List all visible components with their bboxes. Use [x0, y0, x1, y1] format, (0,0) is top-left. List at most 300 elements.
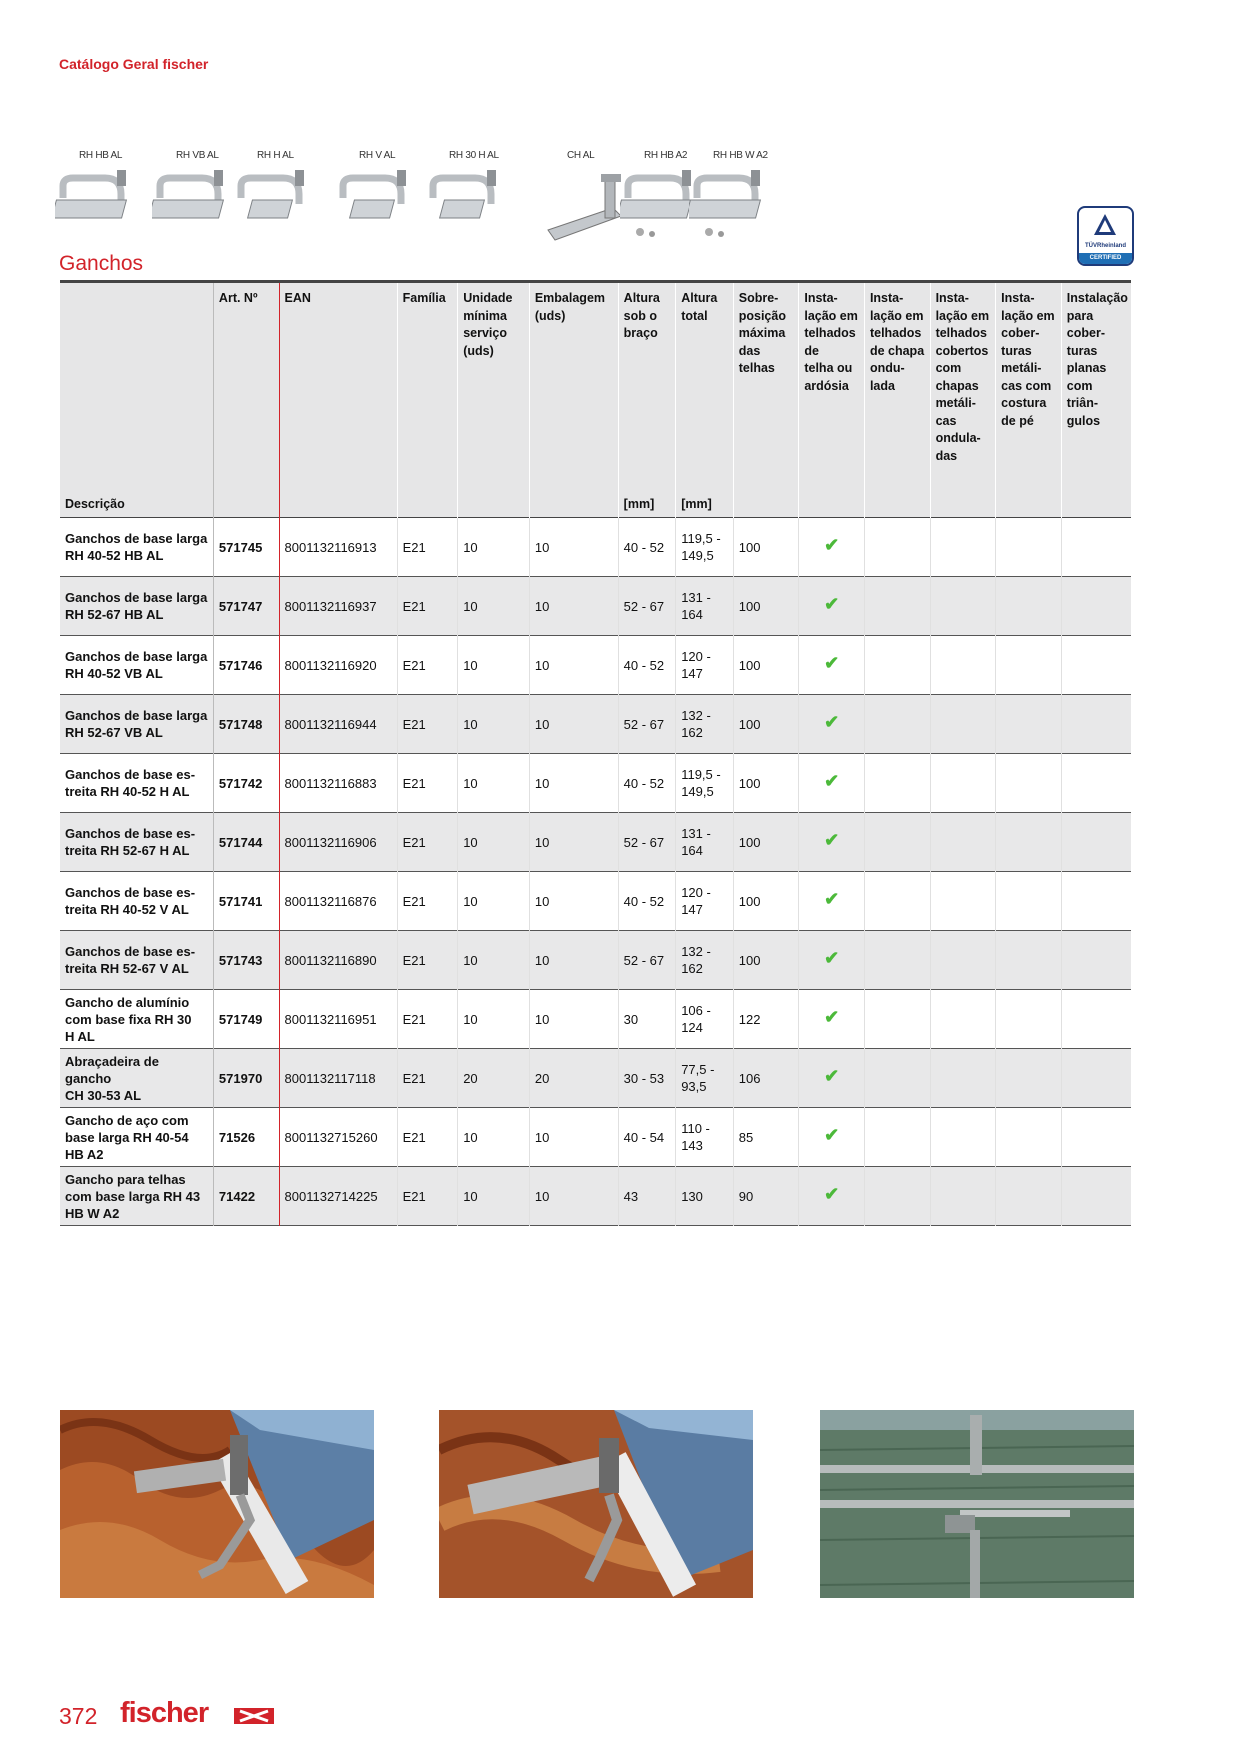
cell-ean: 8001132116920	[279, 636, 397, 695]
table-row	[60, 931, 1131, 990]
column-header-line: sob o	[623, 308, 658, 323]
table-row	[60, 1049, 1131, 1108]
column-header-inst1	[799, 282, 865, 487]
cell-fam: E21	[397, 931, 458, 990]
cell-inst2	[864, 518, 930, 577]
cell-inst5	[1061, 1108, 1131, 1167]
product-table	[60, 280, 1131, 1226]
cell-arm: 40 - 52	[618, 872, 676, 931]
cell-unit_min: 10	[458, 695, 530, 754]
cell-total	[676, 695, 734, 754]
table-row	[60, 695, 1131, 754]
column-header-line: de	[804, 343, 819, 358]
cell-desc	[60, 518, 213, 577]
cell-inst4	[996, 990, 1062, 1049]
cell-inst2	[864, 1108, 930, 1167]
cell-unit_min: 10	[458, 577, 530, 636]
description-line: Ganchos de base larga	[65, 708, 208, 723]
description-line: RH 40-52 VB AL	[65, 666, 163, 681]
product-code: CH AL	[567, 150, 595, 161]
description-line: RH 52-67 HB AL	[65, 607, 164, 622]
cell-inst2	[864, 577, 930, 636]
cell-desc	[60, 872, 213, 931]
cell-fam: E21	[397, 577, 458, 636]
column-header-inst3	[930, 282, 996, 487]
column-header-line: lação em	[935, 308, 990, 323]
cell-inst3	[930, 872, 996, 931]
total-height-line: 131 -	[681, 826, 711, 841]
check-icon: ✔	[824, 1006, 840, 1027]
cell-inst2	[864, 813, 930, 872]
cell-pack: 10	[529, 990, 618, 1049]
cell-ean: 8001132116906	[279, 813, 397, 872]
cell-arm: 30	[618, 990, 676, 1049]
cell-inst2	[864, 1167, 930, 1226]
cell-inst2	[864, 872, 930, 931]
cell-art: 571741	[213, 872, 279, 931]
cell-arm: 40 - 52	[618, 518, 676, 577]
total-height-line: 147	[681, 666, 703, 681]
wide-base-hook-icon	[55, 168, 151, 248]
cell-arm: 52 - 67	[618, 695, 676, 754]
cell-art: 571747	[213, 577, 279, 636]
fixed-base-hook-icon	[425, 168, 521, 248]
cell-inst1	[799, 1049, 865, 1108]
tuv-brand: TÜVRheinland	[1084, 243, 1126, 249]
cell-inst3	[930, 813, 996, 872]
description-line: Ganchos de base es-	[65, 944, 196, 959]
cell-total	[676, 577, 734, 636]
cell-inst1	[799, 754, 865, 813]
product-code: RH H AL	[257, 150, 294, 161]
cell-arm: 52 - 67	[618, 577, 676, 636]
cell-ean: 8001132117118	[279, 1049, 397, 1108]
cell-inst5	[1061, 990, 1131, 1049]
total-height-line: 164	[681, 607, 703, 622]
column-header-line: turas	[1001, 343, 1032, 358]
cell-inst3	[930, 754, 996, 813]
column-header-fam	[397, 282, 458, 487]
column-header-line: ardósia	[804, 378, 849, 393]
page-number: 372	[59, 1703, 98, 1729]
column-unit-inst3	[930, 486, 996, 518]
column-unit-arm: [mm]	[618, 486, 676, 518]
cell-inst1	[799, 990, 865, 1049]
photo-hooks-on-green-roof	[820, 1410, 1134, 1598]
check-icon: ✔	[824, 1065, 840, 1086]
cell-unit_min: 10	[458, 990, 530, 1049]
cell-inst2	[864, 754, 930, 813]
cell-overlap: 85	[733, 1108, 799, 1167]
cell-arm: 30 - 53	[618, 1049, 676, 1108]
cell-art: 571744	[213, 813, 279, 872]
column-header-line: telha ou	[804, 361, 853, 375]
column-header-line: cober-	[1066, 326, 1105, 340]
column-header-line: cas com	[1001, 378, 1052, 393]
column-unit-desc: Descrição	[60, 486, 213, 518]
cell-inst2	[864, 1049, 930, 1108]
column-header-line: ondula-	[935, 431, 981, 445]
installation-photos	[60, 1410, 1135, 1598]
column-header-line: metáli-	[1001, 361, 1042, 375]
description-line: Gancho de aço com	[65, 1112, 189, 1128]
column-header-line: Altura	[623, 291, 660, 305]
cell-inst5	[1061, 518, 1131, 577]
cell-overlap: 100	[733, 931, 799, 990]
cell-inst5	[1061, 754, 1131, 813]
cell-desc	[60, 577, 213, 636]
column-header-line: chapas	[935, 378, 979, 393]
check-icon: ✔	[824, 770, 840, 791]
cell-inst5	[1061, 636, 1131, 695]
cell-ean: 8001132116951	[279, 990, 397, 1049]
total-height-line: 147	[681, 902, 703, 917]
column-header-line: gulos	[1066, 413, 1101, 428]
cell-ean: 8001132715260	[279, 1108, 397, 1167]
column-header-line: das	[935, 448, 958, 463]
cell-inst4	[996, 1108, 1062, 1167]
cell-inst4	[996, 518, 1062, 577]
column-header-art	[213, 282, 279, 487]
column-header-line: com	[935, 361, 962, 375]
column-header-line: lação em	[804, 308, 858, 323]
column-header-line: Família	[402, 291, 446, 305]
cell-fam: E21	[397, 695, 458, 754]
description-line: Ganchos de base es-	[65, 767, 196, 782]
cell-inst5	[1061, 1049, 1131, 1108]
column-unit-fam	[397, 486, 458, 518]
tuv-triangle-icon	[1093, 213, 1117, 239]
cell-art: 571743	[213, 931, 279, 990]
description-line: HB A2	[65, 1146, 104, 1162]
column-header-line: (uds)	[463, 343, 494, 358]
column-header-line: planas	[1066, 361, 1107, 375]
check-icon: ✔	[824, 1183, 840, 1204]
total-height-line: 119,5 -	[681, 531, 721, 546]
total-height-line: 110 -	[681, 1121, 710, 1136]
cell-inst4	[996, 695, 1062, 754]
description-line: RH 52-67 VB AL	[65, 725, 163, 740]
product-code: RH HB AL	[79, 150, 123, 161]
cell-arm: 40 - 52	[618, 754, 676, 813]
column-header-line: metáli-	[935, 396, 976, 410]
cell-unit_min: 10	[458, 931, 530, 990]
cell-arm: 52 - 67	[618, 931, 676, 990]
column-header-line: das	[738, 343, 761, 358]
fischer-logo: fischer	[120, 1697, 209, 1729]
description-line: Ganchos de base es-	[65, 885, 196, 900]
cell-ean: 8001132116883	[279, 754, 397, 813]
total-height-line: 77,5 -	[681, 1062, 715, 1077]
check-icon: ✔	[824, 711, 840, 732]
cell-inst4	[996, 1049, 1062, 1108]
cell-fam: E21	[397, 990, 458, 1049]
cell-unit_min: 10	[458, 518, 530, 577]
cell-inst2	[864, 990, 930, 1049]
column-header-line: turas	[1066, 343, 1098, 358]
fischer-brand-mark-icon	[234, 1708, 274, 1724]
column-header-line: Instalação	[1066, 291, 1128, 305]
product-code: RH V AL	[359, 150, 396, 161]
column-header-line: posição	[738, 308, 786, 323]
cell-inst3	[930, 577, 996, 636]
cell-fam: E21	[397, 754, 458, 813]
product-code: RH HB W A2	[713, 150, 768, 161]
description-line: treita RH 40-52 V AL	[65, 902, 189, 917]
cell-total	[676, 813, 734, 872]
cell-inst2	[864, 636, 930, 695]
cell-inst4	[996, 1167, 1062, 1226]
cell-fam: E21	[397, 1167, 458, 1226]
column-header-line: Insta-	[804, 291, 838, 305]
tuv-certification-badge	[1077, 206, 1134, 266]
column-header-line: Insta-	[1001, 291, 1035, 305]
cell-overlap: 106	[733, 1049, 799, 1108]
check-icon: ✔	[824, 829, 840, 850]
total-height-line: 143	[681, 1138, 703, 1153]
cell-unit_min: 10	[458, 813, 530, 872]
table-row	[60, 1108, 1131, 1167]
cell-inst4	[996, 577, 1062, 636]
column-header-line: para	[1066, 308, 1094, 323]
cell-pack: 10	[529, 813, 618, 872]
cell-desc	[60, 636, 213, 695]
cell-inst3	[930, 518, 996, 577]
cell-inst3	[930, 1108, 996, 1167]
total-height-line: 132 -	[681, 944, 711, 959]
description-line: CH 30-53 AL	[65, 1087, 142, 1103]
total-height-line: 149,5	[681, 784, 714, 799]
column-header-total	[676, 282, 734, 487]
total-height-line: 131 -	[681, 590, 711, 605]
description-line: treita RH 52-67 H AL	[65, 843, 190, 858]
description-line: treita RH 40-52 H AL	[65, 784, 190, 799]
cell-overlap: 100	[733, 577, 799, 636]
column-header-pack	[529, 282, 618, 487]
narrow-base-hook-vertical-icon	[335, 168, 431, 248]
column-header-unit_min	[458, 282, 530, 487]
description-line: Ganchos de base larga	[65, 649, 208, 664]
cell-arm: 52 - 67	[618, 813, 676, 872]
column-unit-inst2	[864, 486, 930, 518]
running-title: Catálogo Geral fischer	[59, 56, 209, 72]
check-icon: ✔	[824, 1124, 840, 1145]
cell-inst3	[930, 636, 996, 695]
cell-inst5	[1061, 813, 1131, 872]
total-height-line: 149,5	[681, 548, 714, 563]
cell-inst1	[799, 872, 865, 931]
cell-unit_min: 10	[458, 872, 530, 931]
cell-art: 571748	[213, 695, 279, 754]
column-header-inst4	[996, 282, 1062, 487]
column-header-line: braço	[623, 326, 658, 340]
description-line: com base fixa RH 30	[65, 1011, 192, 1027]
column-header-line: Insta-	[869, 291, 904, 305]
cell-ean: 8001132116944	[279, 695, 397, 754]
column-unit-art	[213, 486, 279, 518]
cell-desc	[60, 990, 213, 1049]
column-header-line: serviço	[463, 326, 507, 340]
description-line: Gancho para telhas	[65, 1171, 186, 1187]
cell-inst2	[864, 931, 930, 990]
table-row	[60, 577, 1131, 636]
cell-inst3	[930, 931, 996, 990]
cell-art: 71422	[213, 1167, 279, 1226]
column-unit-unit_min	[458, 486, 530, 518]
cell-desc	[60, 931, 213, 990]
product-code: RH HB A2	[644, 150, 688, 161]
description-line: Gancho de alumínio	[65, 994, 190, 1010]
cell-pack: 10	[529, 577, 618, 636]
cell-pack: 10	[529, 1167, 618, 1226]
column-header-line: de pé	[1001, 413, 1034, 428]
cell-total	[676, 872, 734, 931]
cell-total	[676, 1167, 734, 1226]
cell-total	[676, 754, 734, 813]
cell-inst1	[799, 1108, 865, 1167]
table-row	[60, 754, 1131, 813]
cell-inst5	[1061, 1167, 1131, 1226]
table-row	[60, 813, 1131, 872]
cell-overlap: 90	[733, 1167, 799, 1226]
cell-fam: E21	[397, 1049, 458, 1108]
cell-ean: 8001132714225	[279, 1167, 397, 1226]
product-strip	[55, 150, 1135, 260]
column-header-line: Insta-	[935, 291, 969, 305]
column-header-overlap	[733, 282, 799, 487]
cell-overlap: 100	[733, 695, 799, 754]
total-height-line: 162	[681, 961, 703, 976]
check-icon: ✔	[824, 652, 840, 673]
column-unit-overlap	[733, 486, 799, 518]
cell-inst4	[996, 754, 1062, 813]
column-header-line: total	[681, 308, 708, 323]
column-header-line: com triân-	[1066, 378, 1099, 410]
column-header-line: EAN	[284, 291, 311, 305]
cell-unit_min: 20	[458, 1049, 530, 1108]
cell-inst5	[1061, 695, 1131, 754]
cell-fam: E21	[397, 813, 458, 872]
cell-inst4	[996, 636, 1062, 695]
cell-arm: 43	[618, 1167, 676, 1226]
product-code: RH 30 H AL	[449, 150, 499, 161]
cell-inst3	[930, 695, 996, 754]
cell-inst2	[864, 695, 930, 754]
column-header-line: costura	[1001, 396, 1047, 410]
check-icon: ✔	[824, 947, 840, 968]
table-row	[60, 636, 1131, 695]
cell-arm: 40 - 52	[618, 636, 676, 695]
cell-inst4	[996, 931, 1062, 990]
cell-inst3	[930, 1167, 996, 1226]
column-unit-pack	[529, 486, 618, 518]
tuv-certified-label: CERTIFIED	[1079, 253, 1132, 264]
description-line: RH 40-52 HB AL	[65, 548, 164, 563]
photo-narrow-hook-on-tiles	[439, 1410, 753, 1598]
cell-desc	[60, 695, 213, 754]
total-height-line: 106 -	[681, 1003, 711, 1018]
column-header-line: Unidade	[463, 291, 513, 305]
column-header-line: mínima	[463, 308, 507, 323]
column-header-line: telhados	[935, 326, 987, 340]
cell-ean: 8001132116937	[279, 577, 397, 636]
cell-unit_min: 10	[458, 636, 530, 695]
cell-inst3	[930, 990, 996, 1049]
narrow-base-hook-icon	[233, 168, 329, 248]
check-icon: ✔	[824, 593, 840, 614]
section-title: Ganchos	[59, 252, 144, 275]
table-row	[60, 990, 1131, 1049]
cell-pack: 10	[529, 1108, 618, 1167]
cell-inst1	[799, 931, 865, 990]
cell-inst1	[799, 518, 865, 577]
description-line: Ganchos de base larga	[65, 531, 208, 546]
column-header-line: de chapa	[869, 343, 925, 358]
cell-overlap: 122	[733, 990, 799, 1049]
cell-desc	[60, 1049, 213, 1108]
table-row	[60, 872, 1131, 931]
table-row	[60, 1167, 1131, 1226]
total-height-line: 130	[681, 1188, 703, 1204]
column-header-line: ondu-	[869, 361, 905, 375]
cell-unit_min: 10	[458, 1108, 530, 1167]
cell-inst4	[996, 872, 1062, 931]
cell-inst5	[1061, 931, 1131, 990]
description-line: H AL	[65, 1028, 95, 1044]
cell-overlap: 100	[733, 636, 799, 695]
cell-desc	[60, 813, 213, 872]
cell-inst1	[799, 1167, 865, 1226]
description-line: base larga RH 40-54	[65, 1129, 189, 1145]
cell-inst5	[1061, 872, 1131, 931]
cell-pack: 10	[529, 695, 618, 754]
description-line: com base larga RH 43	[65, 1188, 201, 1204]
column-header-inst5	[1061, 282, 1131, 487]
cell-inst5	[1061, 577, 1131, 636]
product-code: RH VB AL	[176, 150, 219, 161]
column-header-inst2	[864, 282, 930, 487]
cell-pack: 10	[529, 754, 618, 813]
steel-hook-w-icon	[689, 168, 785, 248]
cell-inst3	[930, 1049, 996, 1108]
total-height-line: 132 -	[681, 708, 711, 723]
cell-desc	[60, 1167, 213, 1226]
cell-fam: E21	[397, 636, 458, 695]
total-height-line: 120 -	[681, 649, 711, 664]
table-row	[60, 518, 1131, 577]
cell-art: 571746	[213, 636, 279, 695]
cell-inst1	[799, 813, 865, 872]
column-header-line: Altura	[681, 291, 718, 305]
cell-overlap: 100	[733, 872, 799, 931]
cell-desc	[60, 1108, 213, 1167]
column-unit-inst1	[799, 486, 865, 518]
cell-total	[676, 1049, 734, 1108]
cell-art: 571745	[213, 518, 279, 577]
total-height-line: 162	[681, 725, 703, 740]
cell-fam: E21	[397, 518, 458, 577]
total-height-line: 124	[681, 1020, 703, 1035]
column-header-arm	[618, 282, 676, 487]
cell-total	[676, 518, 734, 577]
description-line: HB W A2	[65, 1205, 120, 1221]
cell-inst4	[996, 813, 1062, 872]
cell-overlap: 100	[733, 813, 799, 872]
column-header-line: Embalagem	[534, 291, 606, 305]
check-icon: ✔	[824, 888, 840, 909]
total-height-line: 164	[681, 843, 703, 858]
cell-pack: 10	[529, 931, 618, 990]
